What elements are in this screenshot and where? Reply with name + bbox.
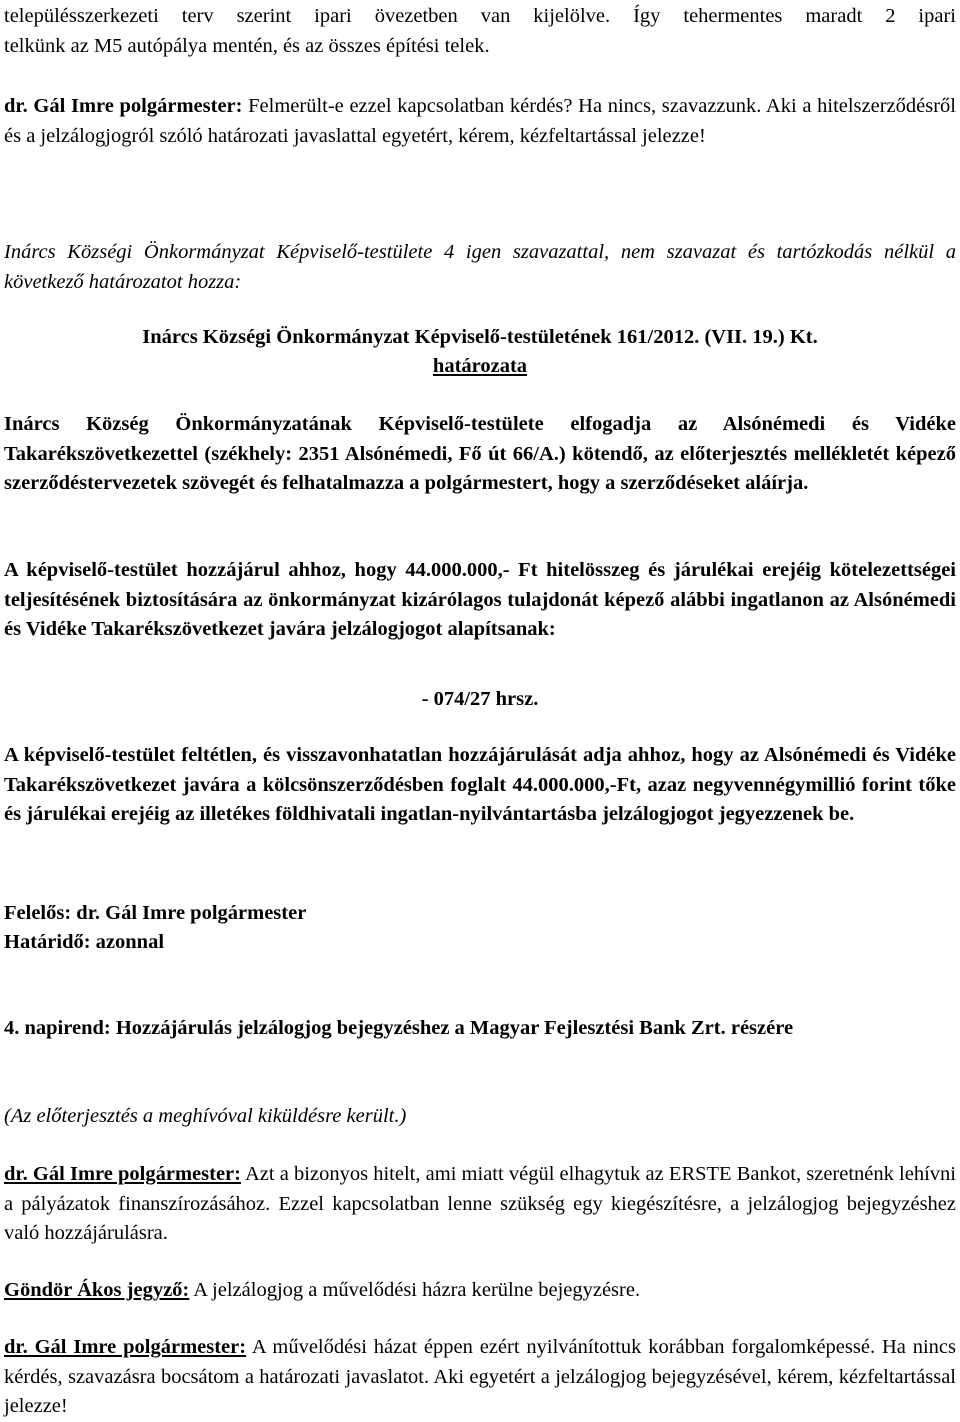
responsible-person: Felelős: dr. Gál Imre polgármester [4, 902, 307, 924]
mayor-paragraph-2 [4, 1160, 956, 1249]
speaker-mayor: dr. Gál Imre polgármester: [4, 1336, 247, 1358]
mayor-statement-1: Felmerült-e ezzel kapcsolatban kérdés? Ha nincs, szavazzunk. Aki a hitelszerződésről és a jelzálogjogról szóló határozati javaslattal egyetért, kérem, kézfeltartással jelezze! [4, 95, 957, 147]
mayor-paragraph-3 [4, 1333, 956, 1422]
intro-line-2: telkünk az M5 autópálya mentén, és az összes építési telek. [4, 34, 490, 57]
notary-paragraph [4, 1276, 956, 1306]
resolution-heading: Inárcs Községi Önkormányzat Képviselő-testületének 161/2012. (VII. 19.) Kt. [142, 326, 818, 348]
speaker-notary: Göndör Ákos jegyző: [4, 1279, 190, 1301]
notary-statement: A jelzálogjog a művelődési házra kerülne bejegyzésre. [189, 1279, 641, 1301]
deadline: Határidő: azonnal [4, 931, 165, 953]
mayor-statement-3: A művelődési házat éppen ezért nyilvánítottuk korábban forgalomképessé. Ha nincs kérdés, szavazásra bocsátom a határozati javaslatot. Aki egyetért a jelzálogjog bejegyzésével, kérem, kézfeltartással jelezze! [4, 1336, 957, 1417]
mayor-paragraph-1 [4, 92, 956, 151]
resolution-paragraph-2: A képviselő-testület hozzájárul ahhoz, hogy 44.000.000,- Ft hitelösszeg és járulékai erejéig kötelezettségei teljesítésének biztosítására az önkormányzat kizárólagos tulajdonát képező alábbi ingatlanon az Alsónémedi és Vidéke Takarékszövetkezet javára jelzálogjogot alapítsanak: [4, 559, 956, 640]
intro-paragraph [4, 2, 956, 61]
resolution-subheading-text: határozata [432, 355, 528, 377]
agenda-item-4-note: (Az előterjesztés a meghívóval kiküldésre került.) [4, 1105, 407, 1127]
vote-result-paragraph: Inárcs Községi Önkormányzat Képviselő-testülete 4 igen szavazattal, nem szavazat és tartózkodás nélkül a következő határozatot hozza: [4, 241, 956, 293]
mayor-statement-2: Azt a bizonyos hitelt, ami miatt végül elhagytuk az ERSTE Bankot, szeretnénk lehívni a pályázatok finanszírozásához. Ezzel kapcsolatban lenne szükség egy kiegészítésre, a jelzálogjog bejegyzéshez való hozzájárulásra. [4, 1163, 956, 1244]
speaker-mayor: dr. Gál Imre polgármester: [4, 95, 243, 117]
agenda-item-4-title: 4. napirend: Hozzájárulás jelzálogjog bejegyzéshez a Magyar Fejlesztési Bank Zrt. részére [4, 1017, 794, 1039]
resolution-paragraph-3: A képviselő-testület feltétlen, és visszavonhatatlan hozzájárulását adja ahhoz, hogy az Alsónémedi és Vidéke Takarékszövetkezet javára a kölcsönszerződésben foglalt 44.000.000,-Ft, azaz negyvennégymillió forint tőke és járulékai erejéig az illetékes földhivatali ingatlan-nyilvántartásba jelzálogjogot jegyezzenek be. [4, 744, 956, 825]
speaker-mayor: dr. Gál Imre polgármester: [4, 1163, 241, 1185]
resolution-subheading [4, 352, 956, 382]
intro-line-1: településszerkezeti terv szerint ipari övezetben van kijelölve. Így tehermentes maradt 2 ipari [4, 5, 956, 27]
property-parcel-number: - 074/27 hrsz. [421, 688, 539, 710]
resolution-paragraph-1: Inárcs Község Önkormányzatának Képviselő-testülete elfogadja az Alsónémedi és Vidéke Takarékszövetkezettel (székhely: 2351 Alsónémedi, Fő út 66/A.) kötendő, az előterjesztés mellékletét képező szerződéstervezetek szövegét és felhatalmazza a polgármestert, hogy a szerződéseket aláírja. [4, 413, 956, 494]
